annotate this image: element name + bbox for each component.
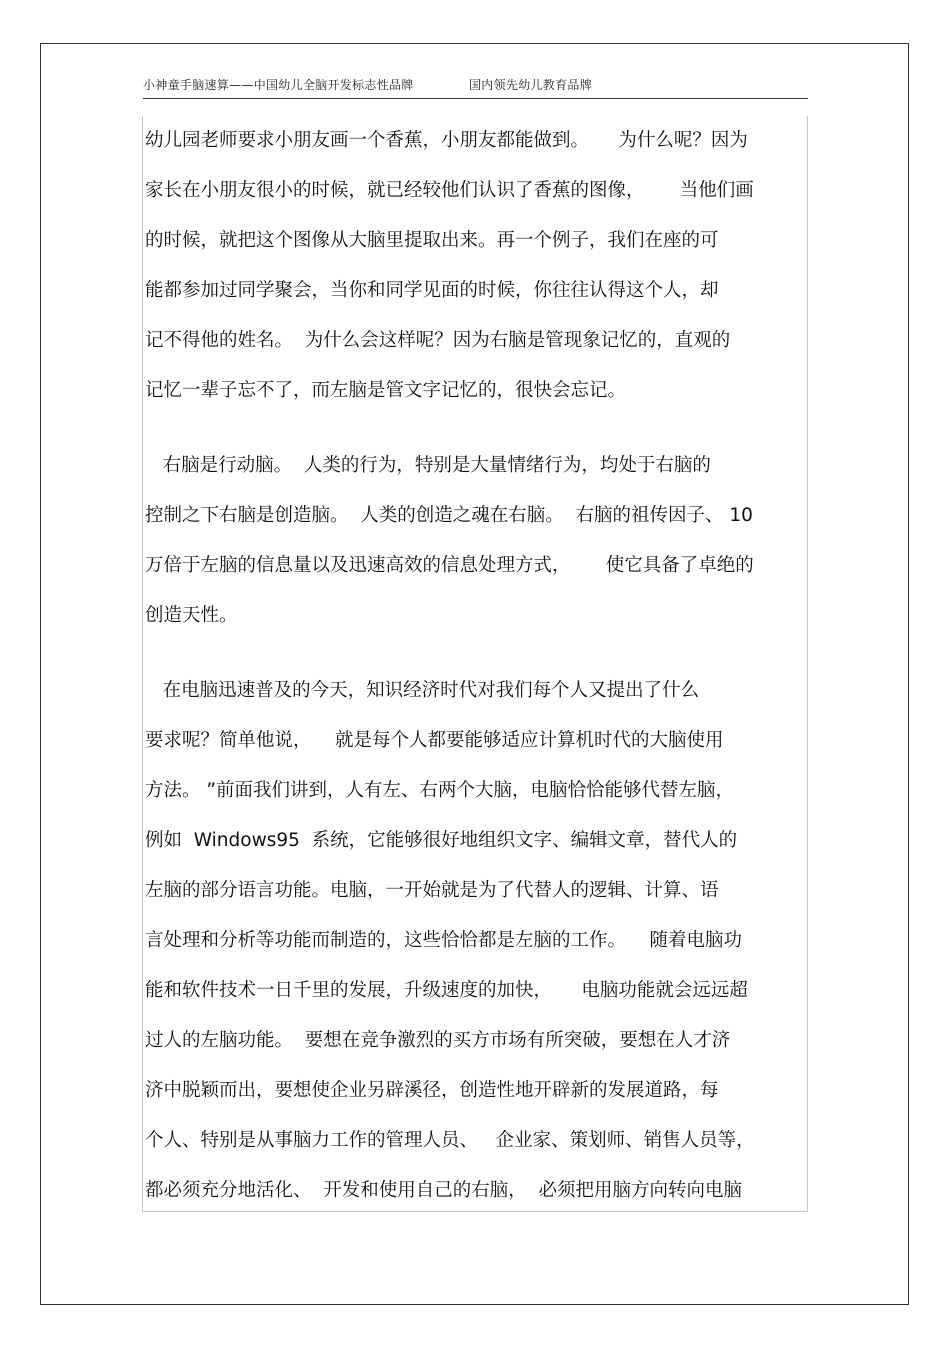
text-line: 在电脑迅速普及的今天，知识经济时代对我们每个人又提出了什么 [145,680,700,701]
text-line: 右脑是行动脑。 人类的行为，特别是大量情绪行为，均处于右脑的 [145,455,711,476]
text-line: 要求呢？简单他说， 就是每个人都要能够适应计算机时代的大脑使用 [145,730,724,751]
header-slogan-text: 国内领先幼儿教育品牌 [469,78,593,92]
page-header [143,74,808,99]
text-line: 左脑的部分语言功能。电脑，一开始就是为了代替人的逻辑、计算、语 [145,880,719,901]
text-line: 方法。 ”前面我们讲到，人有左、右两个大脑，电脑恰恰能够代替左脑， [145,780,734,801]
text-line: 过人的左脑功能。 要想在竞争激烈的买方市场有所突破，要想在人才济 [145,1030,731,1051]
header-brand-text: 小神童手脑速算——中国幼儿全脑开发标志性品牌 [143,78,414,92]
text-line: 都必须充分地活化、 开发和使用自己的右脑， 必须把用脑方向转向电脑 [145,1180,743,1201]
text-line: 能都参加过同学聚会，当你和同学见面的时候，你往往认得这个人，却 [145,280,719,301]
text-line: 记不得他的姓名。 为什么会这样呢？因为右脑是管现象记忆的，直观的 [145,330,731,351]
text-line: 家长在小朋友很小的时候，就已经较他们认识了香蕉的图像， 当他们画 [145,180,754,201]
text-line: 的时候，就把这个图像从大脑里提取出来。再一个例子，我们在座的可 [145,230,719,251]
text-line: 幼儿园老师要求小朋友画一个香蕉，小朋友都能做到。 为什么呢？因为 [145,130,748,151]
text-line: 个人、特别是从事脑力工作的管理人员、 企业家、策划师、销售人员等， [145,1130,755,1151]
text-line: 创造天性。 [145,605,238,626]
text-line: 言处理和分析等功能而制造的，这些恰恰都是左脑的工作。 随着电脑功 [145,930,743,951]
text-line: 记忆一辈子忘不了，而左脑是管文字记忆的，很快会忘记。 [145,380,627,401]
text-line: 控制之下右脑是创造脑。 人类的创造之魂在右脑。 右脑的祖传因子、 10 [145,505,753,526]
text-line: 万倍于左脑的信息量以及迅速高效的信息处理方式， 使它具备了卓绝的 [145,555,754,576]
text-line: 能和软件技术一日千里的发展，升级速度的加快， 电脑功能就会远远超 [145,980,748,1001]
text-line: 济中脱颖而出，要想使企业另辟溪径，创造性地开辟新的发展道路，每 [145,1080,719,1101]
text-line: 例如 Windows95 系统，它能够很好地组织文字、编辑文章，替代人的 [145,830,738,851]
